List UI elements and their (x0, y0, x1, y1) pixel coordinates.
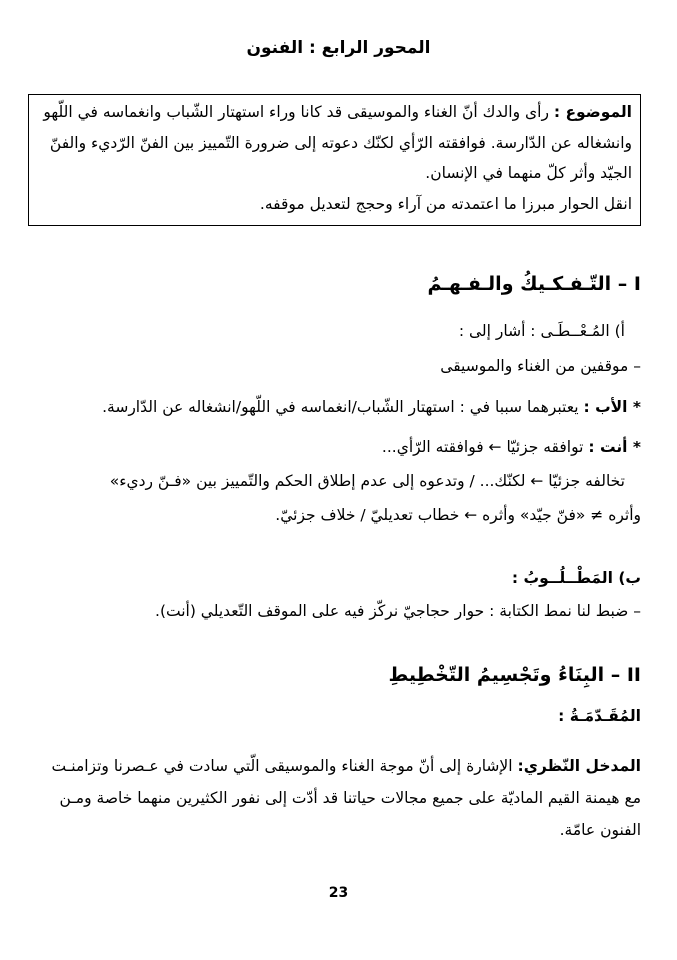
given-item-1: – موقفين من الغناء والموسيقى (440, 357, 641, 375)
topic-text-1: رأى والدك أنّ الغناء والموسيقى قد كانا وراء استهتار الشّباب وانغماسه في اللّهو (43, 103, 549, 121)
entry-line-2: مع هيمنة القيم الماديّة على جميع مجالات حياتنا قد أدّت إلى نفور الكثيرين منهما خاصة ومـن (59, 789, 641, 807)
given-label: أ) المُـعْــطَـى : أشار إلى : (458, 322, 625, 340)
entry-line-3: الفنون عامّة. (559, 821, 641, 839)
entry-line-1 (30, 755, 641, 777)
intro-label: المُقَـدّمَـةُ : (558, 707, 641, 725)
you-line-2: تخالفه جزئيّا ← لكنّك... / وتدعوه إلى عدم إطلاق الحكم والتّمييز بين «فـنّ رديء» (109, 472, 625, 490)
father-label: * الأب : (583, 398, 641, 416)
you-label: * أنت : (588, 438, 641, 456)
topic-line-3: الجيّد وأثر كلّ منهما في الإنسان. (425, 164, 632, 182)
page-title: المحور الرابع : الفنون (246, 38, 431, 58)
topic-line-2: وانشغاله عن الدّارسة. فوافقته الرّأي لكنّك دعوته إلى ضرورة التّمييز بين الفنّ الرّديء والفنّ (49, 134, 632, 152)
father-text: يعتبرهما سببا في : استهتار الشّباب/انغماسه في اللّهو/انشغاله عن الدّارسة. (102, 398, 579, 416)
topic-line-4: انقل الحوار مبرزا ما اعتمدته من آراء وحجج لتعديل موقفه. (259, 195, 632, 213)
you-text: توافقه جزئيّا ← فوافقته الرّأي... (381, 438, 584, 456)
required-label: ب) المَطْــلُــوبُ : (511, 569, 641, 587)
you-line (30, 436, 641, 458)
required-item-1: – ضبط لنا نمط الكتابة : حوار حجاجيّ نركّز فيه على الموقف التّعديلي (أنت). (155, 602, 641, 620)
page-number: 23 (328, 885, 349, 901)
topic-label: الموضوع : (553, 103, 632, 121)
entry-text-1: الإشارة إلى أنّ موجة الغناء والموسيقى الّتي سادت في عـصرنا وتزامنـت (51, 757, 513, 775)
section2-heading: II – البِنَاءُ وتَجْسِيمُ التّخْطِيطِ (388, 664, 641, 686)
section1-heading: I – التّـفـكـيكُ والـفـهـمُ (427, 273, 641, 295)
you-line-3: وأثره ≠ «فنّ جيّد» وأثره ← خطاب تعديليّ / خلاف جزئيّ. (275, 506, 641, 524)
topic-line-1 (35, 101, 632, 123)
entry-label: المدخل النّظري: (517, 757, 641, 775)
father-line (30, 396, 641, 418)
topic-box (28, 94, 641, 226)
